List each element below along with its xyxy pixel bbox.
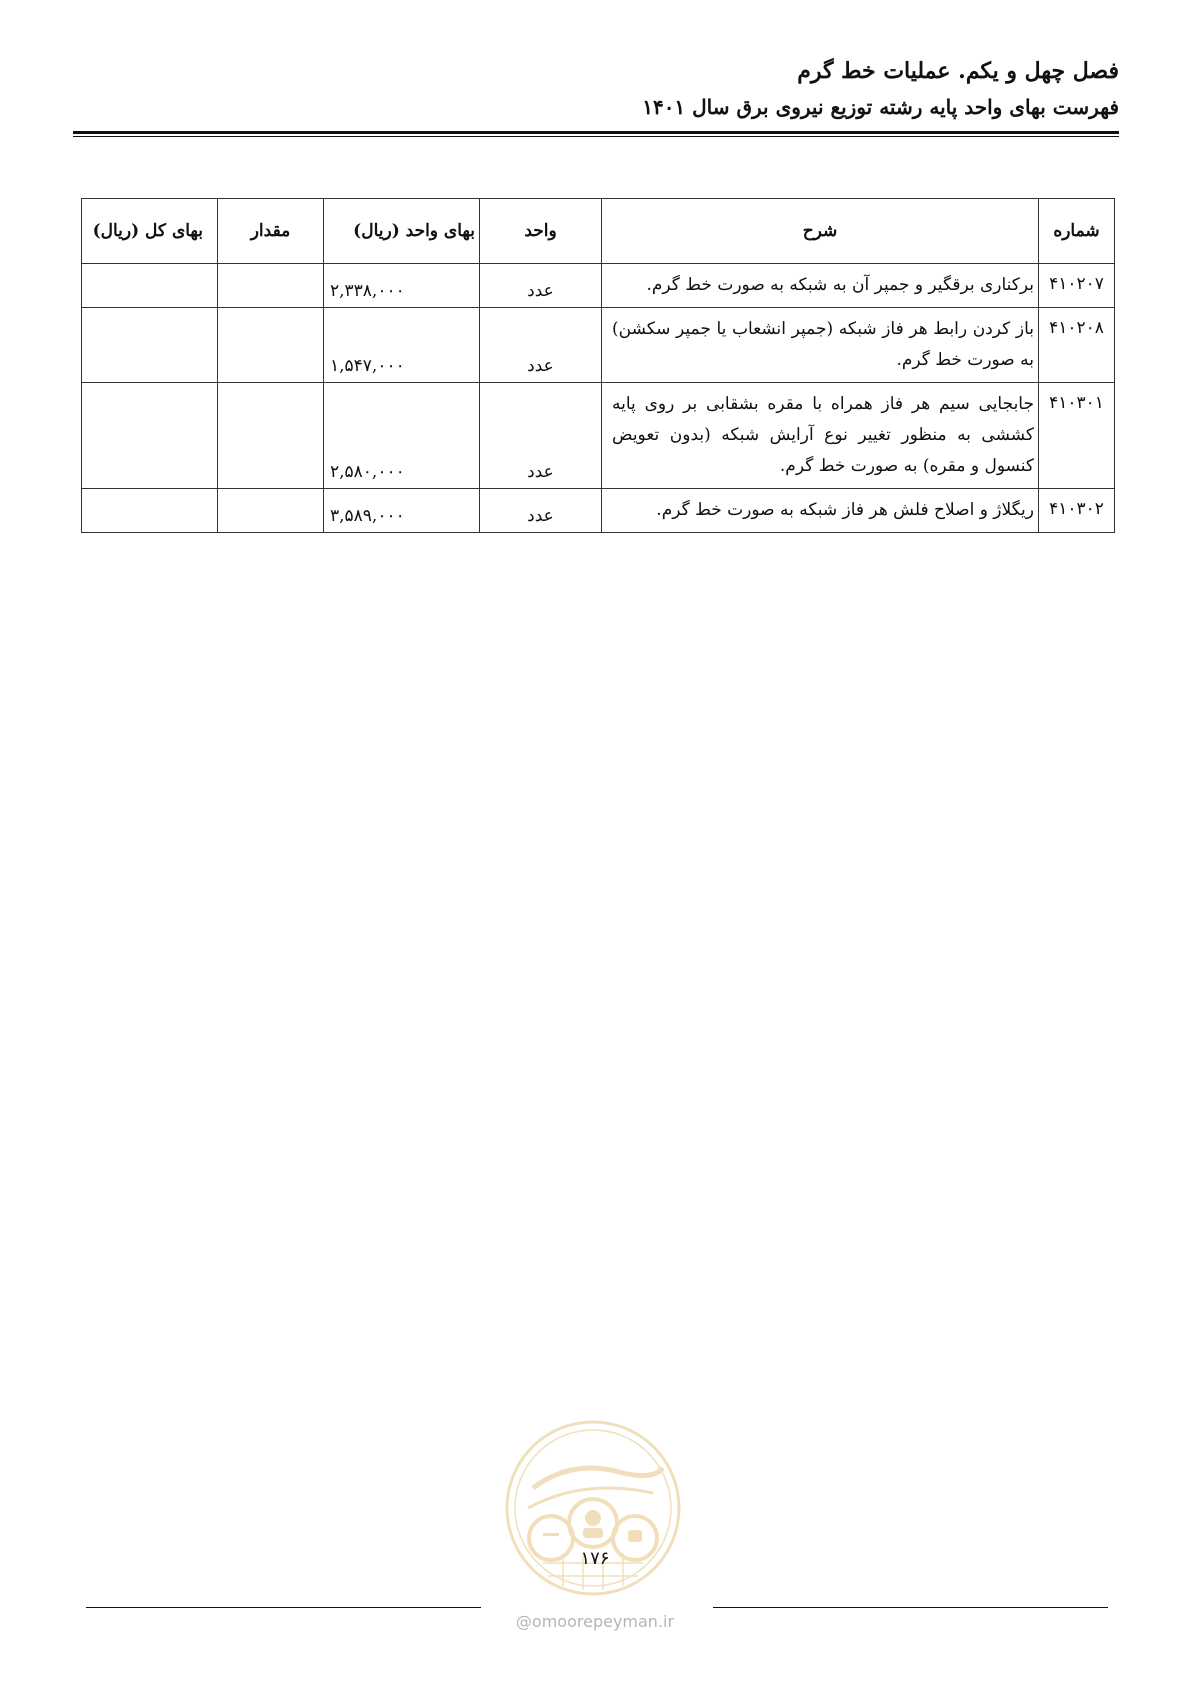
chapter-title: فصل چهل و یکم. عملیات خط گرم <box>797 58 1119 84</box>
document-subtitle: فهرست بهای واحد پایه رشته توزیع نیروی برق سال ۱۴۰۱ <box>642 95 1119 119</box>
item-description: باز کردن رابط هر فاز شبکه (جمپر انشعاب یا جمپر سکشن) به صورت خط گرم. <box>602 308 1039 383</box>
item-quantity <box>218 264 324 308</box>
column-header-unit: واحد <box>480 199 602 264</box>
table-header-row <box>82 199 1115 264</box>
item-unit-price: ۳,۵۸۹,۰۰۰ <box>324 489 480 533</box>
table-row <box>82 489 1115 533</box>
table-row <box>82 264 1115 308</box>
item-quantity <box>218 489 324 533</box>
item-description: ریگلاژ و اصلاح فلش هر فاز شبکه به صورت خط گرم. <box>602 489 1039 533</box>
item-unit-price: ۲,۵۸۰,۰۰۰ <box>324 383 480 489</box>
table-row <box>82 383 1115 489</box>
page-number: ۱۷۶ <box>580 1548 610 1569</box>
item-number: ۴۱۰۳۰۱ <box>1039 383 1115 489</box>
item-description: جابجایی سیم هر فاز همراه با مقره بشقابی بر روی پایه کششی به منظور تغییر نوع آرایش شبکه (بدون تعویض کنسول و مقره) به صورت خط گرم. <box>602 383 1039 489</box>
column-header-quantity: مقدار <box>218 199 324 264</box>
item-total-price <box>82 308 218 383</box>
item-number: ۴۱۰۲۰۸ <box>1039 308 1115 383</box>
footer-divider-left <box>86 1607 481 1608</box>
item-unit: عدد <box>480 489 602 533</box>
omoorepeyman-logo-icon <box>503 1418 683 1598</box>
item-number: ۴۱۰۳۰۲ <box>1039 489 1115 533</box>
table-row <box>82 308 1115 383</box>
item-total-price <box>82 489 218 533</box>
item-unit: عدد <box>480 308 602 383</box>
footer-divider-right <box>713 1607 1108 1608</box>
header-divider <box>73 131 1119 134</box>
item-description: برکناری برقگیر و جمپر آن به شبکه به صورت خط گرم. <box>602 264 1039 308</box>
item-total-price <box>82 383 218 489</box>
item-unit: عدد <box>480 383 602 489</box>
item-unit-price: ۱,۵۴۷,۰۰۰ <box>324 308 480 383</box>
column-header-total-price: بهای کل (ریال) <box>82 199 218 264</box>
column-header-description: شرح <box>602 199 1039 264</box>
item-number: ۴۱۰۲۰۷ <box>1039 264 1115 308</box>
item-unit-price: ۲,۳۳۸,۰۰۰ <box>324 264 480 308</box>
website-watermark: @omoorepeyman.ir <box>515 1612 675 1631</box>
column-header-unit-price: بهای واحد (ریال) <box>324 199 480 264</box>
item-quantity <box>218 383 324 489</box>
page-header <box>642 56 1119 122</box>
item-quantity <box>218 308 324 383</box>
column-header-number: شماره <box>1039 199 1115 264</box>
header-divider-thin <box>73 136 1119 137</box>
price-list-table <box>81 198 1115 533</box>
item-total-price <box>82 264 218 308</box>
item-unit: عدد <box>480 264 602 308</box>
